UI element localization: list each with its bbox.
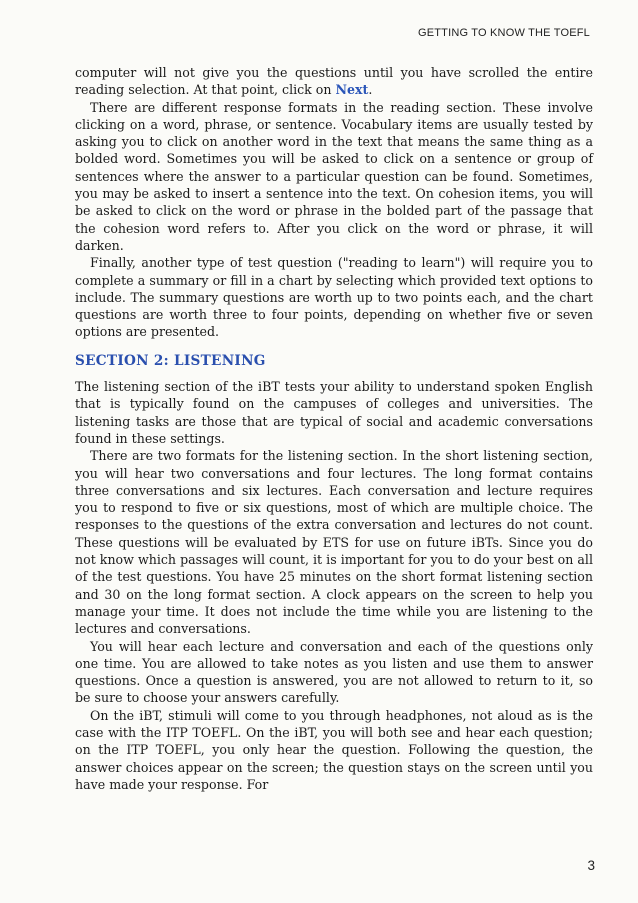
paragraph: There are two formats for the listening section. In the short listening section, you will hear two conversations and four lectures. The long format contains three conversations and six lectures. Each conversation and lecture requires you to respond to five or six questions, most of which are multiple choice. The responses to the questions of the extra conversation and lectures do not count. These questions will be evaluated by ETS for use on future iBTs. Since you do not know which passages will count, it is important for you to do your best on all of the test questions. You have 25 minutes on the short format listening section and 30 on the long format section. A clock appears on the screen to help you manage your time. It does not include the time while you are listening to the lectures and conversations. (75, 448, 593, 637)
paragraph: Finally, another type of test question ("reading to learn") will require you to complete a summary or fill in a chart by selecting which provided text options to include. The summary questions are worth up to two points each, and the chart questions are worth three to four points, depending on whether five or seven options are presented. (75, 255, 593, 340)
paragraph (75, 64, 593, 99)
page-body (75, 64, 593, 793)
paragraph: You will hear each lecture and conversation and each of the questions only one time. You are allowed to take notes as you listen and use them to answer questions. Once a question is answered, you are not allowed to return to it, so be sure to choose your answers carefully. (75, 638, 593, 706)
paragraph-text: . (368, 82, 373, 98)
paragraph: There are different response formats in the reading section. These involve clicking on a word, phrase, or sentence. Vocabulary items are usually tested by asking you to click on another word in the text that means the same thing as a bolded word. Sometimes you will be asked to click on a sentence or group of sentences where the answer to a particular question can be found. Sometimes, you may be asked to insert a sentence into the text. On cohesion items, you will be asked to click on the word or phrase in the bolded part of the passage that the cohesion word refers to. After you click on the word or phrase, it will darken. (75, 99, 593, 253)
page-number: 3 (587, 858, 595, 873)
paragraph: On the iBT, stimuli will come to you through headphones, not aloud as is the case with the ITP TOEFL. On the iBT, you will both see and hear each question; on the ITP TOEFL, you only hear the question. Following the question, the answer choices appear on the screen; the question stays on the screen until you have made your response. For (75, 707, 593, 792)
running-head: GETTING TO KNOW THE TOEFL (417, 27, 590, 39)
paragraph: The listening section of the iBT tests your ability to understand spoken English that is typically found on the campuses of colleges and universities. The listening tasks are those that are typical of social and academic conversations found in these settings. (75, 379, 593, 446)
next-keyword: Next (335, 82, 369, 98)
paragraph-text: computer will not give you the questions until you have scrolled the entire reading selection. At that point, click on (75, 65, 593, 98)
section-heading: SECTION 2: LISTENING (75, 352, 266, 369)
